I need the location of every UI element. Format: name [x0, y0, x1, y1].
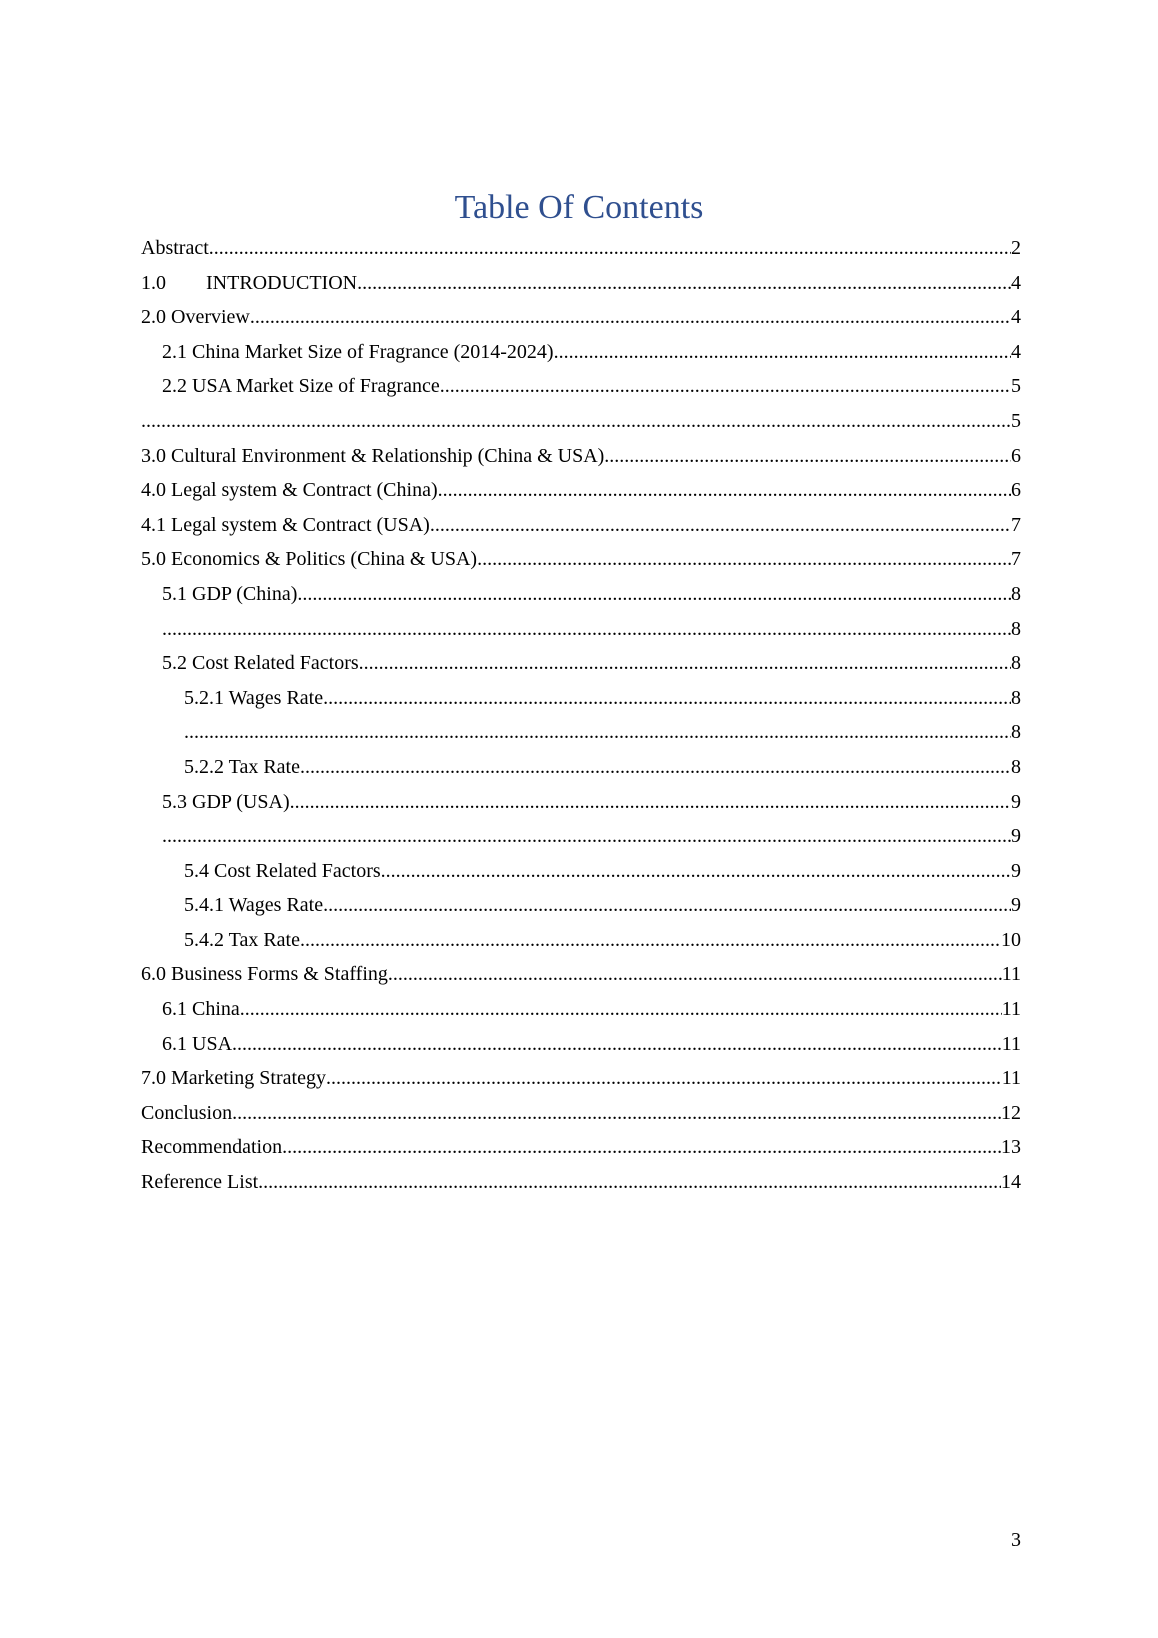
- toc-entry-page: 11: [1001, 1067, 1021, 1090]
- toc-entry-page: 8: [1011, 582, 1021, 605]
- toc-entry-page: 11: [1001, 998, 1021, 1021]
- toc-entry[interactable]: [141, 819, 1021, 854]
- page-number: 3: [1011, 1529, 1021, 1551]
- toc-entry-page: 2: [1011, 237, 1021, 259]
- toc-entry-text: Recommendation: [141, 1136, 283, 1159]
- toc-entry[interactable]: [141, 785, 1021, 820]
- toc-dot-leader: [438, 473, 1011, 508]
- toc-entry[interactable]: [141, 923, 1021, 958]
- toc-entry-text: 5.4 Cost Related Factors: [184, 859, 381, 882]
- toc-dot-leader: [232, 1027, 1002, 1062]
- toc-entry-page: 8: [1011, 617, 1021, 640]
- toc-entry[interactable]: [141, 992, 1021, 1027]
- toc-entry-page: 8: [1011, 755, 1021, 778]
- toc-entry-label: INTRODUCTION: [206, 271, 358, 294]
- toc-entry-text: 5.4.1 Wages Rate: [184, 894, 324, 917]
- toc-entry-page: 6: [1011, 479, 1021, 502]
- toc-title: Table Of Contents: [454, 189, 704, 226]
- toc-entry[interactable]: [141, 369, 1021, 404]
- toc-entry-text: 5.3 GDP (USA): [162, 790, 290, 813]
- toc-dot-leader: [258, 1165, 1001, 1200]
- toc-entry-text: 2.0 Overview: [141, 306, 250, 329]
- toc-entry-text: 6.0 Business Forms & Staffing: [141, 963, 388, 986]
- toc-dot-leader: [184, 715, 1011, 750]
- toc-entry-page: 5: [1011, 375, 1021, 398]
- toc-entry-text: Abstract: [141, 237, 209, 259]
- toc-entry-page: 9: [1011, 825, 1021, 848]
- toc-entry-text: Conclusion: [141, 1101, 233, 1124]
- toc-entry[interactable]: [141, 542, 1021, 577]
- toc-dot-leader: [141, 404, 1011, 439]
- toc-dot-leader: [290, 785, 1011, 820]
- toc-entry-page: 9: [1011, 894, 1021, 917]
- toc-entry[interactable]: [141, 888, 1021, 923]
- toc-dot-leader: [232, 1096, 1001, 1131]
- toc-entry-text: 6.1 China: [162, 998, 240, 1021]
- toc-dot-leader: [162, 612, 1011, 647]
- toc-entry-text: 3.0 Cultural Environment & Relationship (China & USA): [141, 444, 605, 467]
- toc-entry-page: 4: [1011, 306, 1021, 329]
- toc-dot-leader: [359, 646, 1011, 681]
- toc-entry[interactable]: [141, 681, 1021, 716]
- toc-entry[interactable]: [141, 577, 1021, 612]
- toc-entry-page: 11: [1001, 963, 1021, 986]
- toc-entry[interactable]: [141, 404, 1021, 439]
- toc-entry-text: [141, 266, 357, 301]
- toc-entry-text: 4.0 Legal system & Contract (China): [141, 479, 438, 502]
- toc-entry-page: 13: [1001, 1136, 1021, 1159]
- toc-entry[interactable]: [141, 957, 1021, 992]
- toc-dot-leader: [323, 888, 1011, 923]
- toc-entry-page: 4: [1011, 271, 1021, 294]
- toc-entry-text: 5.2.1 Wages Rate: [184, 686, 324, 709]
- toc-entry[interactable]: [141, 612, 1021, 647]
- toc-entry-page: 8: [1011, 721, 1021, 744]
- toc-entry[interactable]: [141, 231, 1021, 266]
- toc-entry[interactable]: [141, 1061, 1021, 1096]
- toc-entry[interactable]: [141, 715, 1021, 750]
- toc-entry[interactable]: [141, 1165, 1021, 1200]
- toc-dot-leader: [357, 266, 1011, 301]
- toc-entry-text: 7.0 Marketing Strategy: [141, 1067, 326, 1090]
- toc-entry-text: 5.4.2 Tax Rate: [184, 928, 300, 951]
- toc-entry[interactable]: [141, 1130, 1021, 1165]
- toc-dot-leader: [381, 854, 1011, 889]
- toc-entry-text: 5.2.2 Tax Rate: [184, 755, 300, 778]
- toc-dot-leader: [297, 577, 1011, 612]
- toc-entry-text: 2.1 China Market Size of Fragrance (2014-2024): [162, 340, 554, 363]
- toc-dot-leader: [250, 300, 1011, 335]
- toc-entry-page: 14: [1001, 1171, 1021, 1194]
- toc-entry-page: 11: [1001, 1032, 1021, 1055]
- toc-entry-page: 7: [1011, 513, 1021, 536]
- toc-entry-page: 12: [1001, 1101, 1021, 1124]
- toc-dot-leader: [477, 542, 1011, 577]
- toc-entry-page: 5: [1011, 409, 1021, 432]
- table-of-contents: [141, 231, 1021, 1200]
- toc-entry-text: 4.1 Legal system & Contract (USA): [141, 513, 430, 536]
- toc-entry-text: Reference List: [141, 1171, 259, 1194]
- toc-dot-leader: [300, 750, 1011, 785]
- toc-entry-page: 9: [1011, 790, 1021, 813]
- toc-dot-leader: [282, 1130, 1001, 1165]
- toc-dot-leader: [209, 231, 1011, 266]
- toc-entry[interactable]: [141, 508, 1021, 543]
- toc-entry[interactable]: [141, 1027, 1021, 1062]
- toc-entry-page: 7: [1011, 548, 1021, 571]
- toc-entry[interactable]: [141, 1096, 1021, 1131]
- toc-entry-page: 10: [1001, 928, 1021, 951]
- toc-entry[interactable]: [141, 300, 1021, 335]
- toc-entry-number: 1.0: [141, 271, 166, 294]
- toc-dot-leader: [300, 923, 1001, 958]
- toc-entry-text: 5.2 Cost Related Factors: [162, 652, 359, 675]
- toc-entry-page: 8: [1011, 652, 1021, 675]
- toc-entry-text: 2.2 USA Market Size of Fragrance: [162, 375, 440, 398]
- toc-dot-leader: [326, 1061, 1002, 1096]
- toc-dot-leader: [430, 508, 1011, 543]
- toc-entry-text: 5.1 GDP (China): [162, 582, 298, 605]
- toc-entry-page: 9: [1011, 859, 1021, 882]
- toc-entry[interactable]: [141, 473, 1021, 508]
- toc-entry-page: 6: [1011, 444, 1021, 467]
- toc-entry-page: 8: [1011, 686, 1021, 709]
- toc-entry[interactable]: [141, 266, 1021, 301]
- toc-entry-page: 4: [1011, 340, 1021, 363]
- toc-entry-text: 6.1 USA: [162, 1032, 233, 1055]
- toc-dot-leader: [440, 369, 1011, 404]
- toc-entry[interactable]: [141, 854, 1021, 889]
- toc-dot-leader: [323, 681, 1011, 716]
- toc-dot-leader: [162, 819, 1011, 854]
- toc-dot-leader: [240, 992, 1002, 1027]
- toc-entry-text: 5.0 Economics & Politics (China & USA): [141, 548, 478, 571]
- toc-entry[interactable]: [141, 335, 1021, 370]
- toc-dot-leader: [388, 957, 1002, 992]
- toc-entry[interactable]: [141, 646, 1021, 681]
- toc-entry[interactable]: [141, 439, 1021, 474]
- toc-entry[interactable]: [141, 750, 1021, 785]
- toc-dot-leader: [554, 335, 1011, 370]
- toc-dot-leader: [604, 439, 1011, 474]
